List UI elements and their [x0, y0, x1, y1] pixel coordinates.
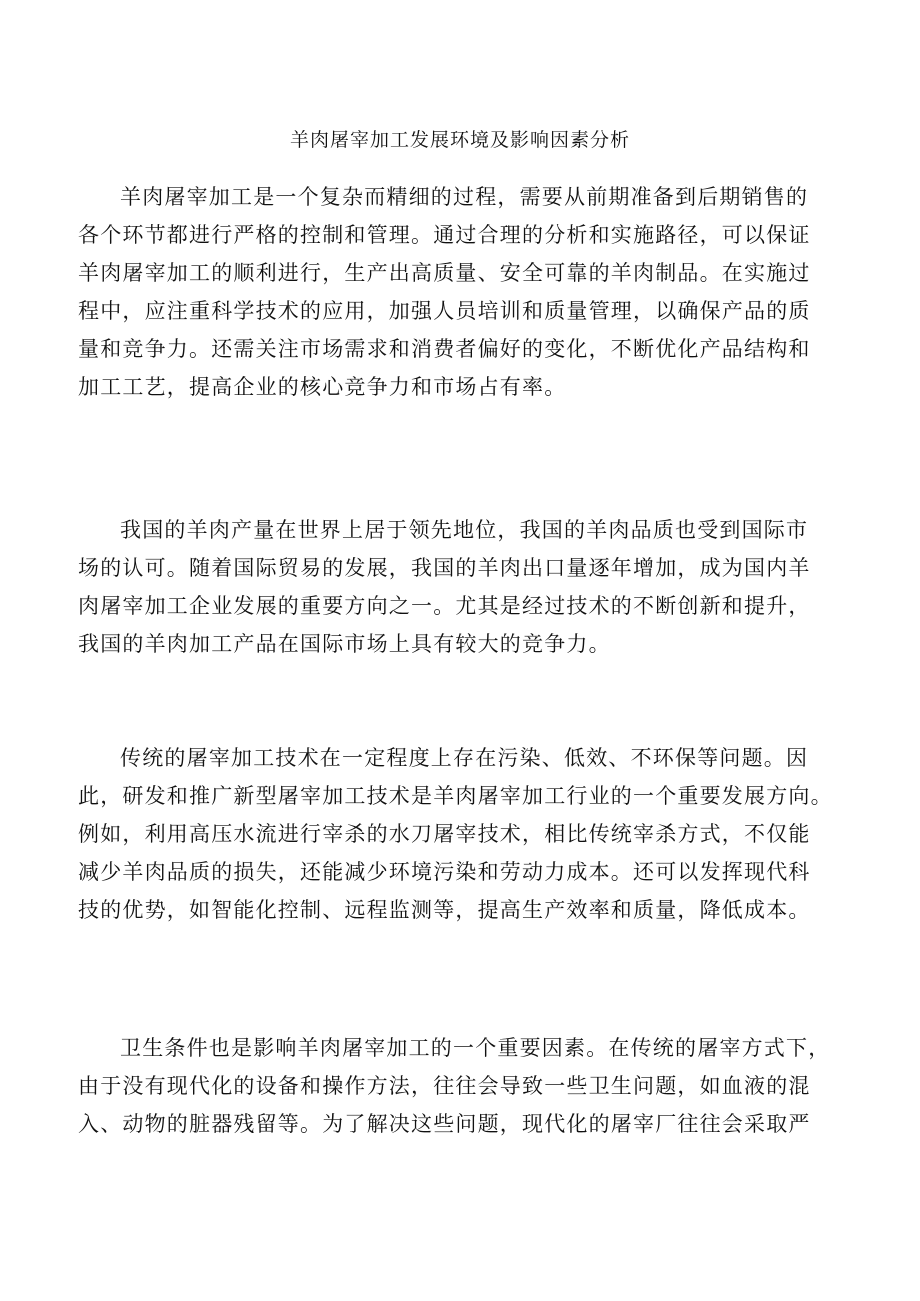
paragraph-line: 此，研发和推广新型屠宰加工技术是羊肉屠宰加工行业的一个重要发展方向。 [78, 784, 833, 808]
paragraph-line: 卫生条件也是影响羊肉屠宰加工的一个重要因素。在传统的屠宰方式下， [120, 1036, 831, 1060]
paragraph-line: 例如，利用高压水流进行宰杀的水刀屠宰技术，相比传统宰杀方式，不仅能 [78, 822, 811, 846]
document-title: 羊肉屠宰加工发展环境及影响因素分析 [289, 129, 630, 151]
paragraph-1 [78, 178, 848, 406]
paragraph-line: 入、动物的脏器残留等。为了解决这些问题，现代化的屠宰厂往往会采取严 [78, 1112, 811, 1136]
paragraph-line: 羊肉屠宰加工的顺利进行，生产出高质量、安全可靠的羊肉制品。在实施过 [78, 261, 811, 285]
paragraph-line: 肉屠宰加工企业发展的重要方向之一。尤其是经过技术的不断创新和提升， [78, 594, 811, 618]
paragraph-line: 量和竞争力。还需关注市场需求和消费者偏好的变化，不断优化产品结构和 [78, 337, 811, 361]
paragraph-line: 传统的屠宰加工技术在一定程度上存在污染、低效、不环保等问题。因 [120, 746, 809, 770]
paragraph-line: 羊肉屠宰加工是一个复杂而精细的过程，需要从前期准备到后期销售的 [120, 185, 809, 209]
paragraph-line: 场的认可。随着国际贸易的发展，我国的羊肉出口量逐年增加，成为国内羊 [78, 556, 811, 580]
paragraph-line: 程中，应注重科学技术的应用，加强人员培训和质量管理，以确保产品的质 [78, 299, 811, 323]
paragraph-line: 各个环节都进行严格的控制和管理。通过合理的分析和实施路径，可以保证 [78, 223, 811, 247]
paragraph-4 [78, 1029, 848, 1143]
paragraph-line: 由于没有现代化的设备和操作方法，往往会导致一些卫生问题，如血液的混 [78, 1074, 811, 1098]
paragraph-line: 我国的羊肉产量在世界上居于领先地位，我国的羊肉品质也受到国际市 [120, 518, 809, 542]
paragraph-2 [78, 511, 848, 663]
paragraph-line: 减少羊肉品质的损失，还能减少环境污染和劳动力成本。还可以发挥现代科 [78, 860, 811, 884]
paragraph-3 [78, 739, 848, 929]
paragraph-line: 我国的羊肉加工产品在国际市场上具有较大的竞争力。 [78, 632, 611, 656]
paragraph-line: 加工工艺，提高企业的核心竞争力和市场占有率。 [78, 375, 567, 399]
paragraph-line: 技的优势，如智能化控制、远程监测等，提高生产效率和质量，降低成本。 [78, 898, 811, 922]
